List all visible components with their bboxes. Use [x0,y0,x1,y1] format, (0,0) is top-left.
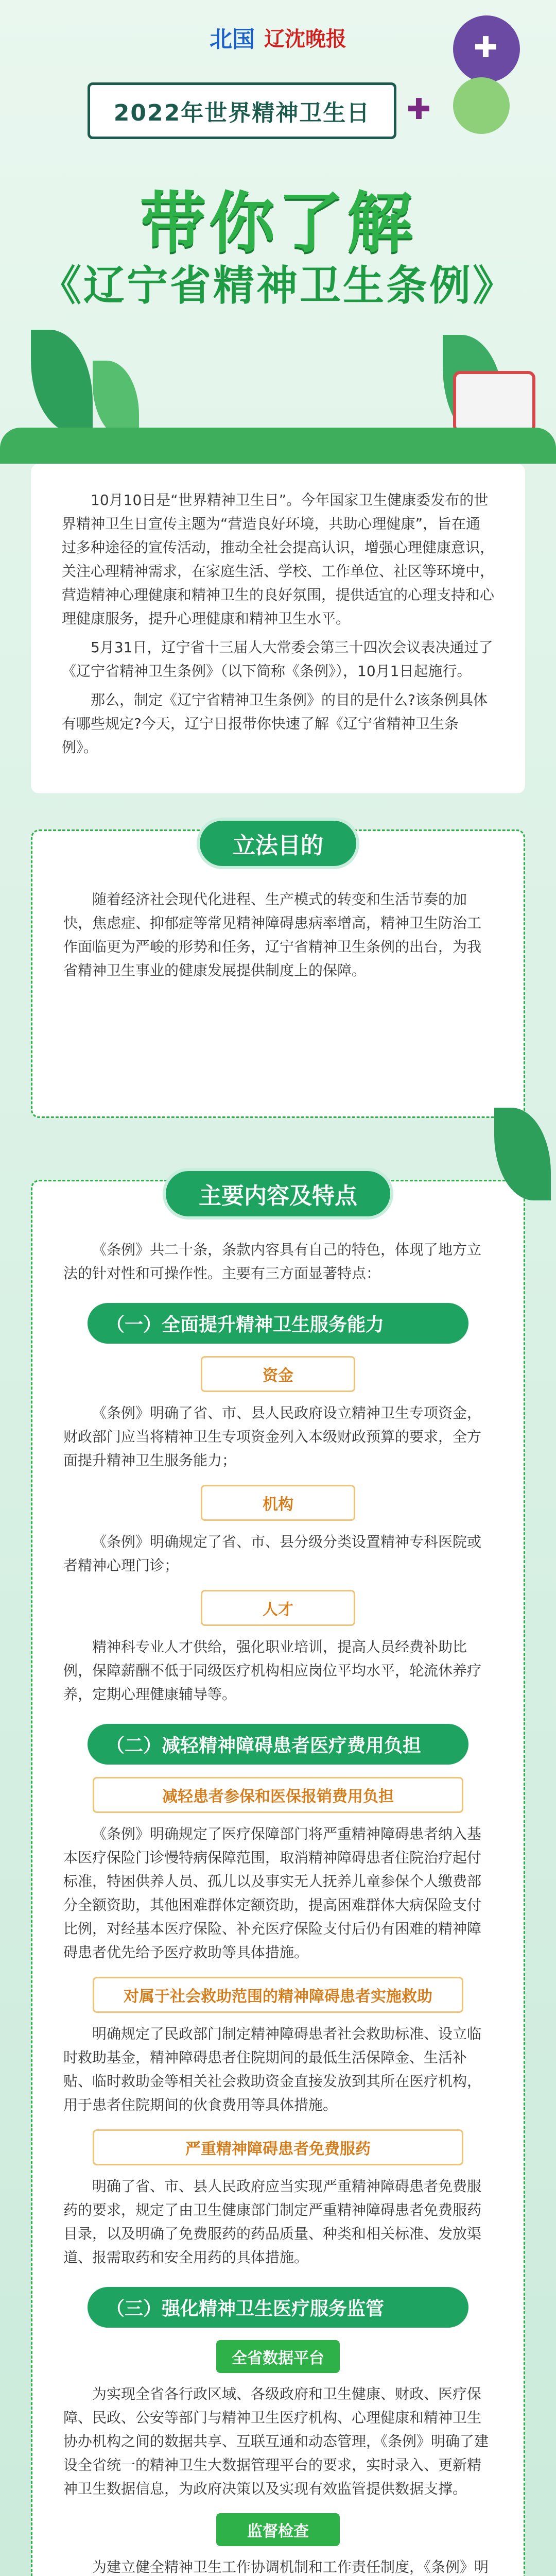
s2-text-1: 《条例》明确规定了医疗保障部门将严重精神障碍患者纳入基本医疗保险门诊慢特病保障范围，取消精神障碍患者住院治疗起付标准，特困供养人员、孤儿以及事实无人抚养儿童参保个人缴费部分全额资助，其他困难群体定额资助，提高困难群体大病保险支付比例，对经基本医疗保险、补充医疗保险支付后仍有困难的精神障碍患者优先给予医疗救助等具体措施。 [63,1825,482,1961]
heart-icon [453,77,510,134]
brand-name-2: 辽沈晚报 [264,27,346,51]
s3-text-1: 为实现全省各行政区域、各级政府和卫生健康、财政、医疗保障、民政、公安等部门与精神卫生医疗机构、心理健康和精神卫生协办机构之间的数据共享、互联互通和动态管理，《条例》明确了建设全省统一的精神卫生大数据管理平台的要求，实时录入、更新精神卫生数据信息，为政府决策以及实现有效监管提供数据支撑。 [63,2385,489,2497]
intro-paragraph-1: 10月10日是“世界精神卫生日”。今年国家卫生健康委发布的世界精神卫生日宣传主题为“营造良好环境，共助心理健康”，旨在通过多种途径的宣传活动，推动全社会提高认识，增强心理健康意识，关注心理精神需求，在家庭生活、学校、工作单位、社区等环境中，营造精神心理健康和精神卫生的良好氛围，提供适宜的心理支持和心理健康服务，提升心理健康和精神卫生水平。 [62,492,495,627]
purpose-section [31,829,525,1118]
subsection-1-title: （一）全面提升精神卫生服务能力 [88,1303,468,1344]
chip-free-medication: 严重精神障碍患者免费服药 [93,2129,463,2165]
intro-paragraph-2: 5月31日，辽宁省十三届人大常委会第三十四次会议表决通过了《辽宁省精神卫生条例》（以下简称《条例》），10月1日起施行。 [62,639,493,680]
chip-data-platform: 全省数据平台 [216,2340,340,2373]
purpose-heading-label: 立法目的 [197,818,359,869]
page-subtitle: 《辽宁省精神卫生条例》 [40,262,516,310]
content-heading [163,1168,393,1219]
chip-insurance-burden: 减轻患者参保和医保报销费用负担 [93,1777,463,1813]
main-content-section [31,1180,525,2576]
event-banner [88,82,396,139]
chip-institutions: 机构 [201,1485,355,1521]
s1-text-2: 《条例》明确规定了省、市、县分级分类设置精神专科医院或者精神心理门诊； [63,1533,482,1574]
medical-kit-icon [453,371,535,433]
grass-strip [0,428,556,464]
intro-card [31,464,525,793]
chip-social-assistance: 对属于社会救助范围的精神障碍患者实施救助 [93,1977,463,2013]
purpose-heading [197,818,359,869]
chip-inspection: 监督检查 [216,2513,340,2546]
brand-name-1: 北国 [210,26,255,53]
banner-text: 2022年世界精神卫生日 [113,100,371,126]
s2-text-3: 明确了省、市、县人民政府应当实现严重精神障碍患者免费服药的要求，规定了由卫生健康部门制定严重精神障碍患者免费服药目录，以及明确了免费服药的药品质量、种类和相关标准、发放渠道、报需取药和安全用药的具体措施。 [63,2178,482,2266]
content-intro: 《条例》共二十条，条款内容具有自己的特色，体现了地方立法的针对性和可操作性。主要有三方面显著特点： [63,1241,482,1282]
subsection-2-title: （二）减轻精神障碍患者医疗费用负担 [88,1724,468,1765]
intro-paragraph-3: 那么，制定《辽宁省精神卫生条例》的目的是什么?该条例具体有哪些规定?今天，辽宁日报带你快速了解《辽宁省精神卫生条例》。 [62,691,488,756]
page-title: 带你了解 [140,185,416,262]
leaf-icon [31,330,93,433]
s1-text-3: 精神科专业人才供给，强化职业培训，提高人员经费补助比例，保障薪酬不低于同级医疗机构相应岗位平均水平，轮流休养疗养，定期心理健康辅导等。 [63,1638,482,1703]
plus-icon: ✚ [407,93,431,126]
s2-text-2: 明确规定了民政部门制定精神障碍患者社会救助标准、设立临时救助基金，精神障碍患者住院期间的最低生活保障金、生活补贴、临时救助金等相关社会救助资金直接发放到其所在医疗机构，用于患者住院期间的伙食费用等具体措施。 [63,2025,482,2113]
chip-funds: 资金 [201,1356,355,1392]
brand-logo [210,21,346,54]
plus-icon: ✚ [474,31,498,64]
s1-text-1: 《条例》明确了省、市、县人民政府设立精神卫生专项资金，财政部门应当将精神卫生专项资金列入本级财政预算的要求，全方面提升精神卫生服务能力； [63,1404,482,1469]
s3-text-2: 为建立健全精神卫生工作协调机制和工作责任制度，《条例》明 [92,2558,489,2575]
purpose-paragraph: 随着经济社会现代化进程、生产模式的转变和生活节奏的加快，焦虑症、抑郁症等常见精神障碍患病率增高，精神卫生防治工作面临更为严峻的形势和任务，辽宁省精神卫生条例的出台，为我省精神卫生事业的健康发展提供制度上的保障。 [63,891,482,979]
content-heading-label: 主要内容及特点 [163,1168,393,1219]
leaf-icon [93,361,139,438]
subsection-3-title: （三）强化精神卫生医疗服务监管 [88,2287,468,2328]
chip-talent: 人才 [201,1590,355,1626]
